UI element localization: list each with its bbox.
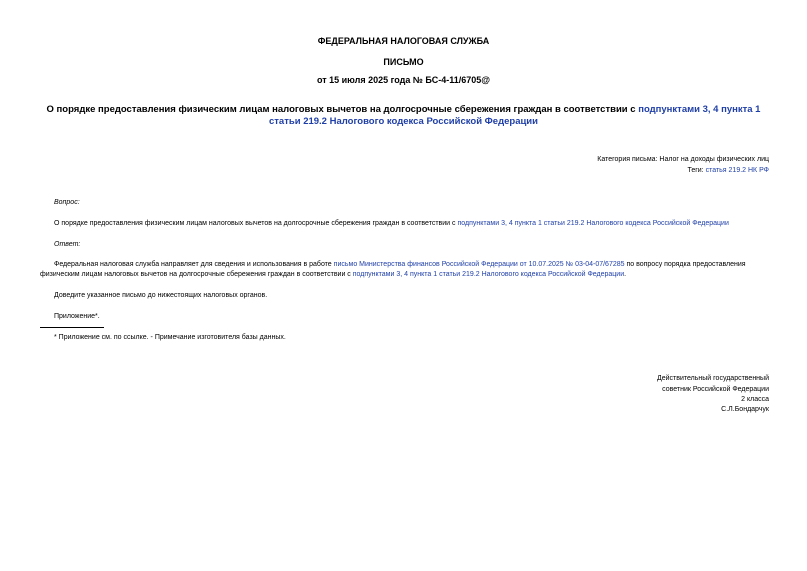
question-label: Вопрос: xyxy=(54,199,80,206)
directive-text: Доведите указанное письмо до нижестоящих налоговых органов. xyxy=(54,292,268,299)
signature-line-1: Действительный государственный xyxy=(657,375,769,382)
title-text: О порядке предоставления физическим лицам налоговых вычетов на долгосрочные сбережения граждан в соответствии с xyxy=(46,104,639,115)
title-link[interactable]: подпунктами 3, 4 пункта 1 статьи 219.2 Налогового кодекса Российской Федерации xyxy=(269,104,761,127)
signature-name: С.Л.Бондарчук xyxy=(721,406,769,413)
footnote-text: * Приложение см. по ссылке. - Примечание изготовителя базы данных. xyxy=(54,334,286,341)
answer-part2: по вопросу порядка предоставления физическим лицам налоговых вычетов на долгосрочные сбережения граждан в соответствии с xyxy=(40,261,746,278)
attachment-text: Приложение*. xyxy=(54,313,100,320)
letter-tags xyxy=(687,167,769,174)
doc-type-heading: ПИСЬМО xyxy=(383,57,424,67)
footnote-divider xyxy=(40,327,104,328)
tags-label: Теги: xyxy=(687,167,706,174)
question-text xyxy=(54,219,768,229)
signature-line-2: советник Российской Федерации xyxy=(662,386,769,393)
question-link[interactable]: подпунктами 3, 4 пункта 1 статьи 219.2 Налогового кодекса Российской Федерации xyxy=(457,220,729,227)
tags-link[interactable]: статья 219.2 НК РФ xyxy=(705,167,769,174)
agency-heading: ФЕДЕРАЛЬНАЯ НАЛОГОВАЯ СЛУЖБА xyxy=(317,36,490,46)
answer-label: Ответ: xyxy=(54,241,81,248)
date-number-heading: от 15 июля 2025 года № БС-4-11/6705@ xyxy=(316,75,491,85)
answer-end: . xyxy=(624,271,627,278)
question-prefix: О порядке предоставления физическим лицам налоговых вычетов на долгосрочные сбережения граждан в соответствии с xyxy=(54,220,458,227)
letter-category: Категория письма: Налог на доходы физических лиц xyxy=(597,156,769,163)
document-title xyxy=(40,104,767,128)
answer-part1: Федеральная налоговая служба направляет для сведения и использования в работе xyxy=(54,261,334,268)
answer-link-letter[interactable]: письмо Министерства финансов Российской Федерации от 10.07.2025 № 03-04-07/67285 xyxy=(333,261,625,268)
answer-link-code[interactable]: подпунктами 3, 4 пункта 1 статьи 219.2 Налогового кодекса Российской Федерации xyxy=(352,271,625,278)
signature-line-3: 2 класса xyxy=(741,396,769,403)
answer-text xyxy=(40,260,768,280)
